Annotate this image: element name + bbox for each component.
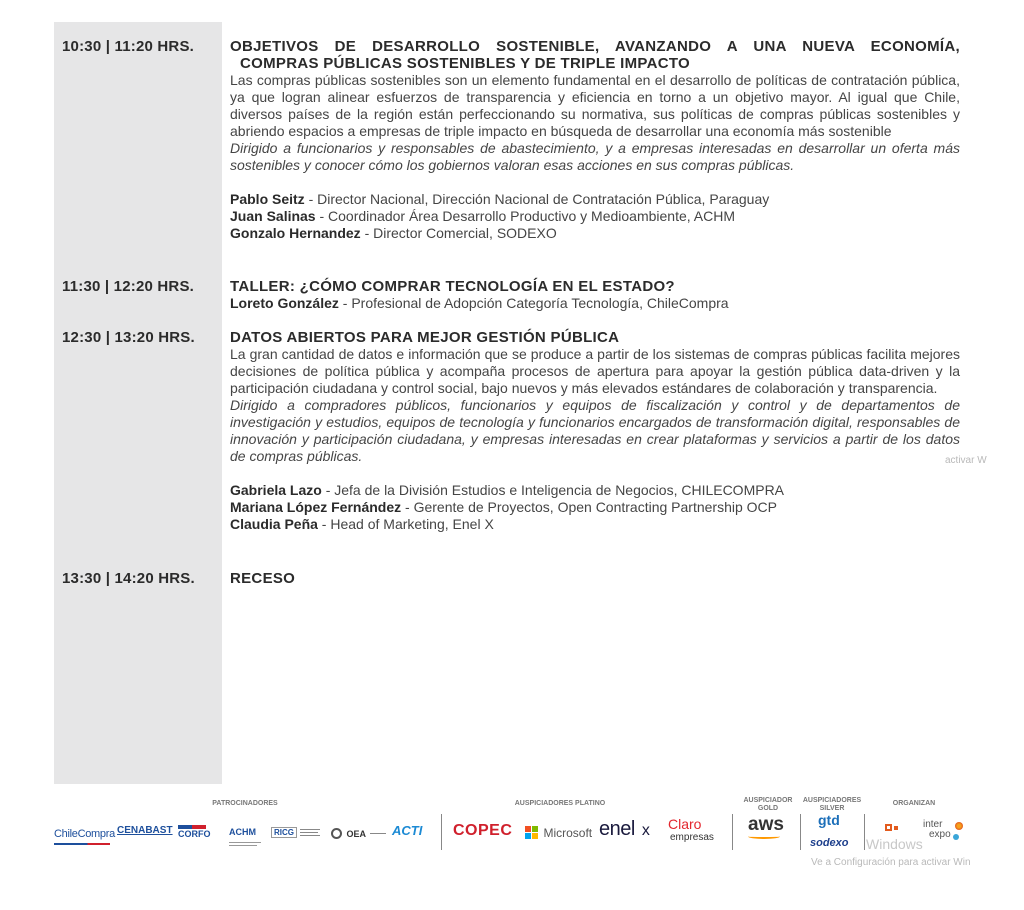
ricg-secondary-logo xyxy=(300,826,324,838)
interexpo-logo xyxy=(923,820,951,840)
session-time: 12:30 | 13:20 HRS. xyxy=(62,329,195,346)
divider xyxy=(800,814,801,850)
speaker-role: - Head of Marketing, Enel X xyxy=(317,516,494,532)
chilecompra-text: ChileCompra xyxy=(54,828,115,840)
time-column-background xyxy=(54,22,222,784)
microsoft-text: Microsoft xyxy=(543,825,593,840)
patrocinadores-label: PATROCINADORES xyxy=(212,800,278,807)
enel-text: enel xyxy=(599,818,635,840)
oea-text: OEA xyxy=(346,828,366,839)
gtd-logo: gtd xyxy=(818,812,840,828)
interexpo-dots-icon xyxy=(955,822,963,830)
session-title: OBJETIVOS DE DESARROLLO SOSTENIBLE, AVANZANDO A UNA NUEVA ECONOMÍA, xyxy=(230,38,960,55)
ricg-logo: RICG xyxy=(271,827,297,838)
speaker-role: - Jefa de la División Estudios e Inteligencia de Negocios, CHILECOMPRA xyxy=(321,482,785,498)
speaker-name: Claudia Peña xyxy=(230,516,318,532)
speaker-name: Mariana López Fernández xyxy=(230,499,402,515)
organizer-logo xyxy=(885,824,903,834)
speaker-role: - Profesional de Adopción Categoría Tecnología, ChileCompra xyxy=(338,295,729,311)
globe-icon xyxy=(331,828,342,839)
sodexo-logo: sodexo xyxy=(810,837,849,849)
achm-logo xyxy=(229,822,263,844)
speaker xyxy=(230,191,960,208)
platino-label: AUSPICIADORES PLATINO xyxy=(514,800,606,807)
microsoft-icon xyxy=(525,826,539,840)
speaker-role: - Director Nacional, Dirección Nacional de Contratación Pública, Paraguay xyxy=(304,191,770,207)
speaker-name: Juan Salinas xyxy=(230,208,316,224)
watermark-activate-mid: activar W xyxy=(945,455,987,466)
session-audience: Dirigido a compradores públicos, funcionarios y equipos de fiscalización y control y de departamentos de investigación y estudios, equipos de tecnología y funcionarios encargados de transformación digital, responsables de innovación y participación ciudadana, y empresas interesadas en crear plataformas y servicios a partir de los datos de compras públicas. xyxy=(230,397,960,464)
cenabast-logo: CENABAST xyxy=(117,825,173,836)
organizan-label: ORGANIZAN xyxy=(892,800,936,807)
speaker-role: - Director Comercial, SODEXO xyxy=(360,225,557,241)
speaker xyxy=(230,516,960,533)
aws-text: aws xyxy=(748,814,784,835)
session-description: Las compras públicas sostenibles son un elemento fundamental en el desarrollo de políticas de contratación pública, ya que logran alinear esfuerzos de transparencia y eficiencia en torno a un objetivo mayor. Al igual que Chile, diversos países de la región están perfeccionando su normativa, sus políticas de compras públicas sostenibles y abriendo espacios a empresas de triple impacto en búsqueda de desarrollar una economía más sostenible xyxy=(230,72,960,139)
acti-logo: ACTI xyxy=(392,823,423,838)
divider xyxy=(732,814,733,850)
speaker-name: Gonzalo Hernandez xyxy=(230,225,361,241)
speaker-role: - Coordinador Área Desarrollo Productivo y Medioambiente, ACHM xyxy=(315,208,735,224)
inter-text: inter xyxy=(923,819,943,830)
microsoft-logo xyxy=(525,824,592,842)
session-description: La gran cantidad de datos e información que se produce a partir de los sistemas de compras públicas facilita mejores decisiones de política pública y acompaña procesos de apertura para apoyar la gestión pública data-driven y la participación ciudadana y control social, bajo nuevos y más elevados estándares de colaboración y transparencia. xyxy=(230,346,960,396)
gold-label: AUSPICIADOR GOLD xyxy=(743,797,793,812)
oea-logo xyxy=(331,825,386,843)
session-audience: Dirigido a funcionarios y responsables de abastecimiento, y a empresas interesadas en desarrollar un oferta más sostenibles y conocer cómo los gobiernos valoran esas acciones en sus compras públicas. xyxy=(230,140,960,173)
speaker xyxy=(230,482,960,499)
session-time: 13:30 | 14:20 HRS. xyxy=(62,570,195,587)
achm-text: ACHM xyxy=(229,827,256,837)
session-title: TALLER: ¿CÓMO COMPRAR TECNOLOGÍA EN EL ESTADO? xyxy=(230,278,675,295)
speaker-name: Loreto González xyxy=(230,295,339,311)
chilecompra-logo xyxy=(54,824,115,845)
speaker xyxy=(230,499,960,516)
session-time: 11:30 | 12:20 HRS. xyxy=(62,278,195,295)
speaker xyxy=(230,225,960,242)
claro-logo xyxy=(668,818,714,844)
speaker xyxy=(230,208,960,225)
divider xyxy=(441,814,442,850)
claro-text: Claro xyxy=(668,816,702,832)
speaker-name: Gabriela Lazo xyxy=(230,482,322,498)
divider xyxy=(864,814,865,850)
enel-x-text: x xyxy=(641,822,650,839)
session-time: 10:30 | 11:20 HRS. xyxy=(62,38,195,55)
claro-sub-text: empresas xyxy=(670,832,714,843)
session-title: RECESO xyxy=(230,570,296,587)
watermark-activate: Ve a Configuración para activar Win xyxy=(811,857,971,868)
session-title-line2: COMPRAS PÚBLICAS SOSTENIBLES Y DE TRIPLE IMPACTO xyxy=(240,55,691,72)
session-title: DATOS ABIERTOS PARA MEJOR GESTIÓN PÚBLICA xyxy=(230,329,620,346)
copec-logo: COPEC xyxy=(453,822,513,839)
watermark-windows: Windows xyxy=(866,836,923,852)
speaker xyxy=(230,295,960,312)
enel-logo xyxy=(599,818,649,841)
corfo-logo xyxy=(178,825,220,841)
aws-logo xyxy=(748,814,784,839)
corfo-text: CORFO xyxy=(178,829,211,839)
speaker-name: Pablo Seitz xyxy=(230,191,305,207)
expo-text: expo xyxy=(929,829,951,840)
speaker-role: - Gerente de Proyectos, Open Contracting Partnership OCP xyxy=(401,499,778,515)
silver-label: AUSPICIADORES SILVER xyxy=(802,797,862,812)
